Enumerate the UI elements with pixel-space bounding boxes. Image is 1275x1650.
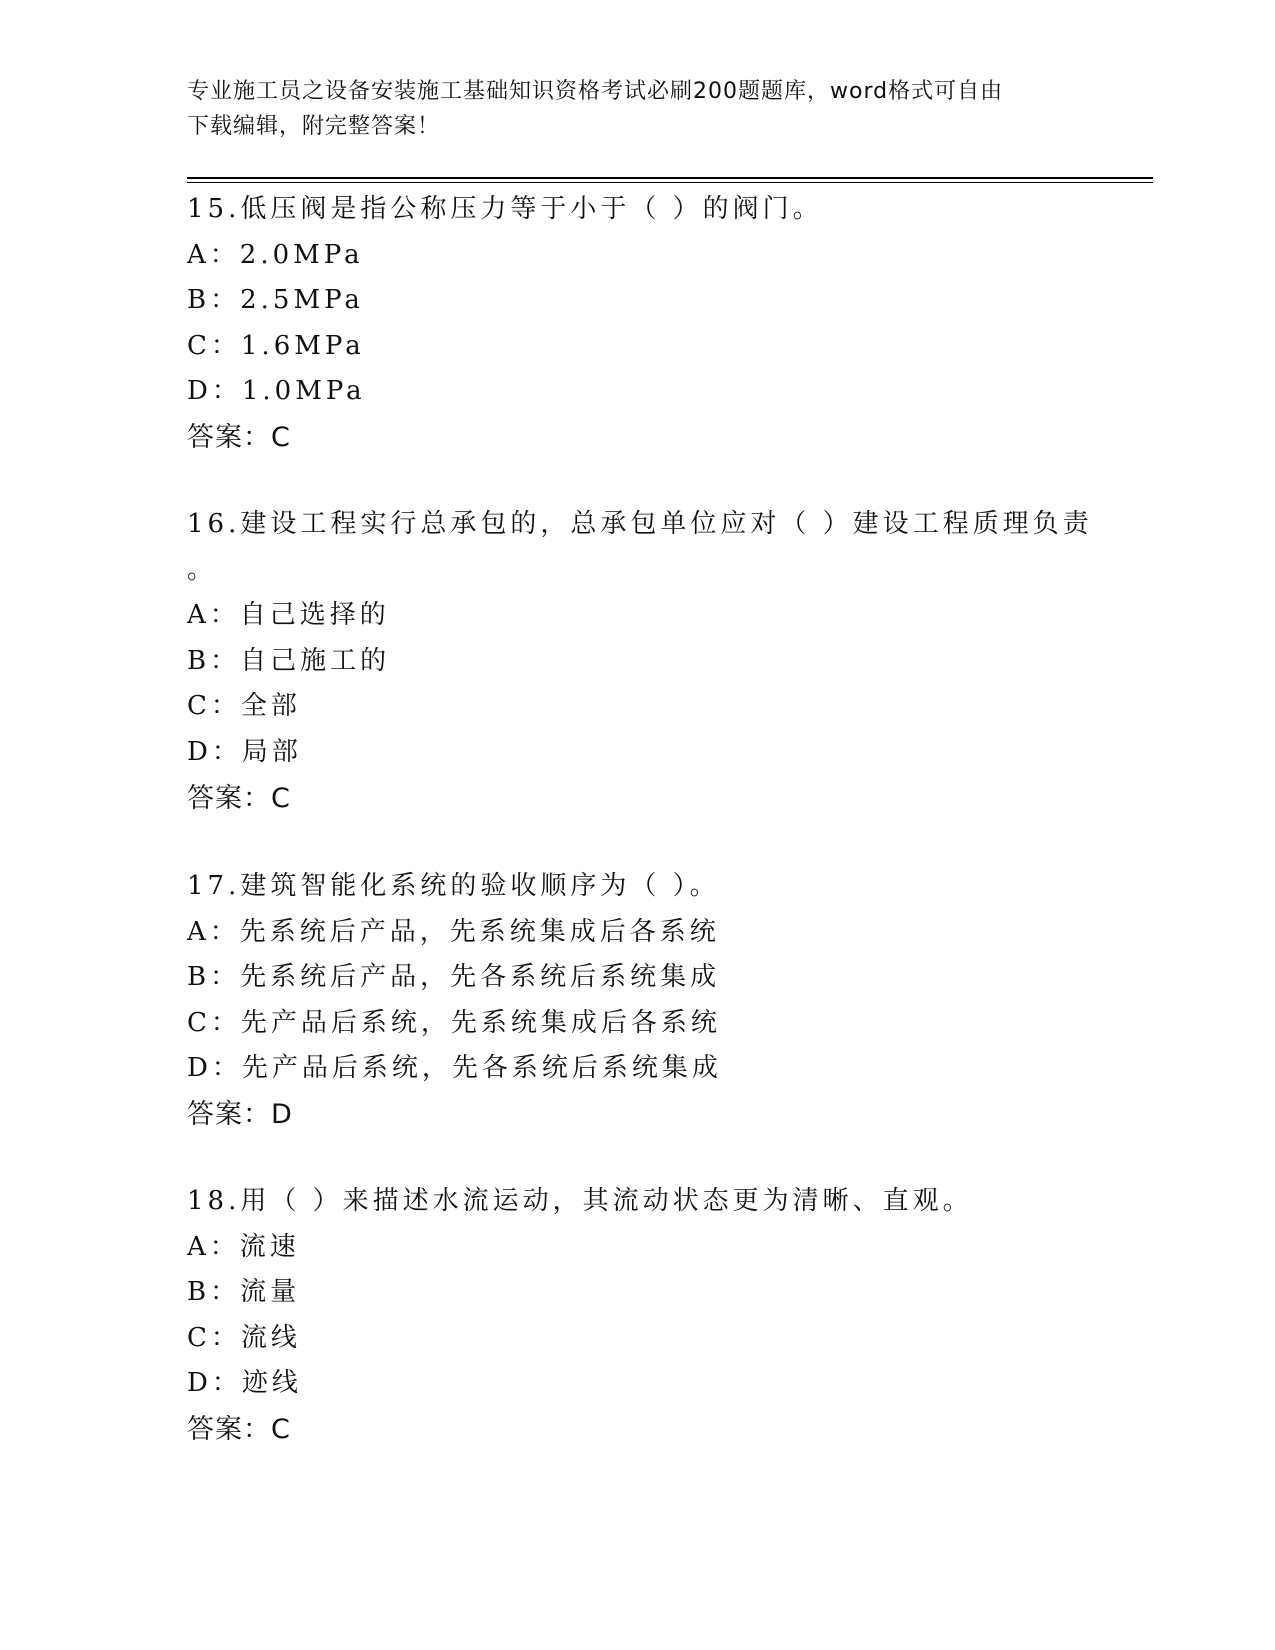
answer: 答案：C xyxy=(187,421,291,453)
option-c: C：全部 xyxy=(187,691,301,722)
option-b: B：2.5MPa xyxy=(187,285,364,316)
option-d: D：先产品后系统，先各系统后系统集成 xyxy=(187,1053,722,1084)
option-b: B：流量 xyxy=(187,1277,301,1308)
question-stem: 16.建设工程实行总承包的，总承包单位应对（ ）建设工程质理负责 xyxy=(187,509,1093,539)
header-divider-thin xyxy=(187,182,1153,183)
option-a: A：先系统后产品，先系统集成后各系统 xyxy=(187,916,720,947)
header-line-2: 下载编辑，附完整答案！ xyxy=(187,114,441,139)
option-b: B：先系统后产品，先各系统后系统集成 xyxy=(187,962,721,993)
option-b: B：自己施工的 xyxy=(187,645,391,676)
option-c: C：先产品后系统，先系统集成后各系统 xyxy=(187,1007,721,1038)
question-18 xyxy=(187,1179,1067,1453)
option-c: C：1.6MPa xyxy=(187,330,365,361)
document-header xyxy=(187,74,1087,144)
header-divider-thick xyxy=(187,177,1153,179)
answer: 答案：C xyxy=(187,782,291,814)
question-15 xyxy=(187,187,1067,461)
option-c: C：流线 xyxy=(187,1322,301,1353)
option-a: A：2.0MPa xyxy=(187,239,364,270)
option-a: A：流速 xyxy=(187,1231,300,1262)
option-a: A：自己选择的 xyxy=(187,600,390,631)
answer: 答案：C xyxy=(187,1413,291,1445)
option-d: D：局部 xyxy=(187,736,302,767)
question-stem: 15.低压阀是指公称压力等于小于（ ）的阀门。 xyxy=(187,194,823,224)
question-16 xyxy=(187,502,1093,822)
question-stem: 17.建筑智能化系统的验收顺序为（ ）。 xyxy=(187,871,720,901)
option-d: D：1.0MPa xyxy=(187,376,366,407)
question-stem-continuation: 。 xyxy=(187,554,218,585)
question-17 xyxy=(187,864,1067,1138)
question-stem: 18.用（ ）来描述水流运动，其流动状态更为清晰、直观。 xyxy=(187,1186,973,1216)
header-line-1: 专业施工员之设备安装施工基础知识资格考试必刷200题题库，word格式可自由 xyxy=(187,79,1004,104)
option-d: D：迹线 xyxy=(187,1368,302,1399)
answer: 答案：D xyxy=(187,1098,293,1130)
